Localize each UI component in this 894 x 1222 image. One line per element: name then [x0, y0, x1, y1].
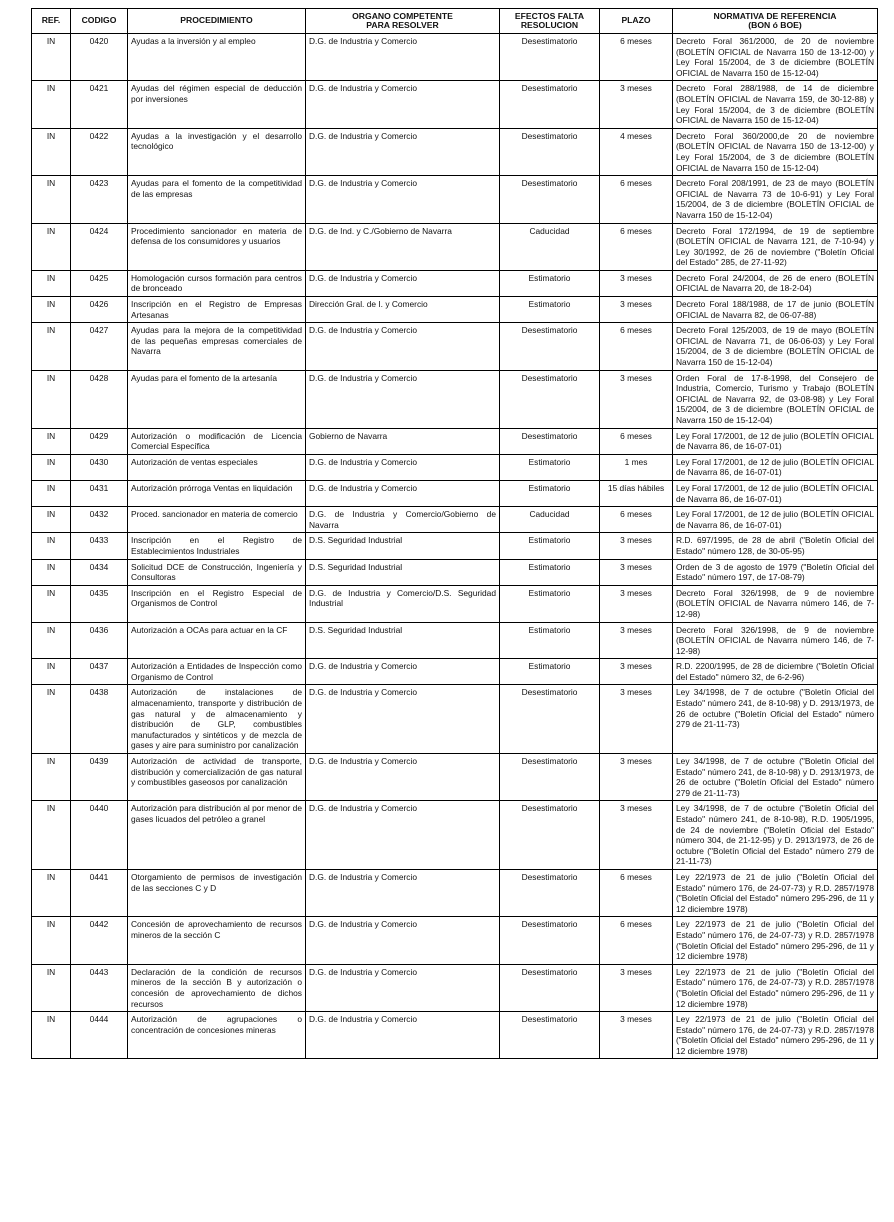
cell-procedimiento: Autorización prórroga Ventas en liquidación: [128, 480, 306, 506]
table-row: [32, 869, 878, 916]
cell-efectos: Desestimatorio: [500, 176, 600, 223]
cell-ref: IN: [32, 428, 71, 454]
cell-plazo: 6 meses: [600, 869, 673, 916]
cell-plazo: 6 meses: [600, 34, 673, 81]
cell-efectos: Estimatorio: [500, 659, 600, 685]
cell-normativa: Ley Foral 17/2001, de 12 de julio (BOLETÍN OFICIAL de Navarra 86, de 16-07-01): [673, 480, 878, 506]
cell-plazo: 3 meses: [600, 685, 673, 754]
cell-codigo: 0438: [71, 685, 128, 754]
header-organo-line2: PARA RESOLVER: [366, 20, 439, 30]
cell-codigo: 0443: [71, 964, 128, 1011]
cell-codigo: 0427: [71, 323, 128, 370]
header-efectos: [500, 9, 600, 34]
cell-ref: IN: [32, 659, 71, 685]
cell-normativa: Ley 22/1973 de 21 de julio ("Boletín Oficial del Estado" número 176, de 24-07-73) y R.D. 2857/1978 ("Boletín Oficial del Estado" número 295-296, de 11 y 12 diciembre 1978): [673, 964, 878, 1011]
cell-plazo: 3 meses: [600, 297, 673, 323]
cell-normativa: Ley 22/1973 de 21 de julio ("Boletín Oficial del Estado" número 176, de 24-07-73) y R.D. 2857/1978 ("Boletín Oficial del Estado" número 295-296, de 11 y 12 diciembre 1978): [673, 869, 878, 916]
cell-plazo: 3 meses: [600, 964, 673, 1011]
header-efectos-line1: EFECTOS FALTA: [514, 10, 585, 21]
table-row: [32, 297, 878, 323]
cell-codigo: 0423: [71, 176, 128, 223]
cell-plazo: 3 meses: [600, 754, 673, 801]
cell-plazo: 6 meses: [600, 917, 673, 964]
table-row: [32, 622, 878, 659]
cell-ref: IN: [32, 585, 71, 622]
header-normativa: [673, 9, 878, 34]
cell-efectos: Desestimatorio: [500, 323, 600, 370]
procedures-document: [31, 8, 878, 1059]
table-row: [32, 480, 878, 506]
cell-codigo: 0429: [71, 428, 128, 454]
header-normativa-line1: NORMATIVA DE REFERENCIA: [713, 10, 837, 21]
cell-procedimiento: Autorización a Entidades de Inspección como Organismo de Control: [128, 659, 306, 685]
table-row: [32, 428, 878, 454]
table-row: [32, 585, 878, 622]
cell-ref: IN: [32, 685, 71, 754]
cell-efectos: Desestimatorio: [500, 370, 600, 428]
cell-normativa: R.D. 2200/1995, de 28 de diciembre ("Boletín Oficial del Estado" número 32, de 6-2-96): [673, 659, 878, 685]
cell-normativa: Decreto Foral 125/2003, de 19 de mayo (BOLETÍN OFICIAL de Navarra 71, de 06-06-03) y Ley Foral 15/2004, de 3 de diciembre (BOLETÍN OFICIAL de Navarra 150 de 15-12-04): [673, 323, 878, 370]
cell-procedimiento: Proced. sancionador en materia de comercio: [128, 507, 306, 533]
header-normativa-line2: (BON ó BOE): [748, 20, 802, 30]
cell-ref: IN: [32, 81, 71, 128]
cell-codigo: 0442: [71, 917, 128, 964]
table-row: [32, 964, 878, 1011]
cell-organo: D.G. de Industria y Comercio: [306, 323, 500, 370]
cell-procedimiento: Autorización para distribución al por menor de gases licuados del petróleo a granel: [128, 801, 306, 870]
cell-efectos: Desestimatorio: [500, 964, 600, 1011]
cell-organo: D.G. de Industria y Comercio: [306, 81, 500, 128]
cell-normativa: Decreto Foral 24/2004, de 26 de enero (BOLETÍN OFICIAL de Navarra 20, de 18-2-04): [673, 270, 878, 296]
cell-plazo: 6 meses: [600, 176, 673, 223]
cell-codigo: 0420: [71, 34, 128, 81]
header-organo-line1: ORGANO COMPETENTE: [352, 10, 453, 21]
header-ref: REF.: [32, 9, 71, 34]
cell-normativa: Decreto Foral 326/1998, de 9 de noviembre (BOLETÍN OFICIAL de Navarra número 146, de 7-12-98): [673, 585, 878, 622]
table-row: [32, 659, 878, 685]
cell-ref: IN: [32, 1012, 71, 1059]
cell-organo: D.G. de Industria y Comercio: [306, 964, 500, 1011]
cell-organo: D.G. de Industria y Comercio/Gobierno de Navarra: [306, 507, 500, 533]
cell-efectos: Desestimatorio: [500, 754, 600, 801]
cell-organo: D.G. de Industria y Comercio: [306, 917, 500, 964]
cell-procedimiento: Procedimiento sancionador en materia de defensa de los consumidores y usuarios: [128, 223, 306, 270]
cell-plazo: 3 meses: [600, 585, 673, 622]
cell-codigo: 0435: [71, 585, 128, 622]
cell-normativa: Decreto Foral 188/1988, de 17 de junio (BOLETÍN OFICIAL de Navarra 82, de 06-07-88): [673, 297, 878, 323]
cell-efectos: Estimatorio: [500, 454, 600, 480]
table-row: [32, 685, 878, 754]
cell-efectos: Desestimatorio: [500, 801, 600, 870]
cell-codigo: 0441: [71, 869, 128, 916]
cell-normativa: Decreto Foral 288/1988, de 14 de diciembre (BOLETÍN OFICIAL de Navarra 159, de 30-12-88) y Ley Foral 15/2004, de 3 de diciembre (BOLETÍN OFICIAL de Navarra 150 de 15-12-04): [673, 81, 878, 128]
cell-efectos: Desestimatorio: [500, 81, 600, 128]
cell-efectos: Desestimatorio: [500, 869, 600, 916]
cell-plazo: 3 meses: [600, 370, 673, 428]
cell-plazo: 3 meses: [600, 270, 673, 296]
cell-normativa: Ley 34/1998, de 7 de octubre ("Boletín Oficial del Estado" número 241, de 8-10-98), R.D. 1905/1995, de 24 de noviembre ("Boletín Oficial del Estado" número 304, de 21-12-95) y D. 2913/1973, de 26 de octubre ("Boletín Oficial del Estado" número 279 de 21-11-73): [673, 801, 878, 870]
table-row: [32, 323, 878, 370]
cell-codigo: 0439: [71, 754, 128, 801]
cell-normativa: Orden de 3 de agosto de 1979 ("Boletín Oficial del Estado" número 197, de 17-08-79): [673, 559, 878, 585]
cell-procedimiento: Declaración de la condición de recursos mineros de la sección B y autorización o concesión de aprovechamiento de dichos recursos: [128, 964, 306, 1011]
table-row: [32, 176, 878, 223]
cell-organo: D.G. de Industria y Comercio: [306, 659, 500, 685]
cell-codigo: 0444: [71, 1012, 128, 1059]
cell-organo: D.G. de Industria y Comercio: [306, 754, 500, 801]
table-row: [32, 801, 878, 870]
cell-organo: D.G. de Industria y Comercio: [306, 685, 500, 754]
cell-efectos: Estimatorio: [500, 559, 600, 585]
cell-ref: IN: [32, 176, 71, 223]
cell-procedimiento: Inscripción en el Registro Especial de Organismos de Control: [128, 585, 306, 622]
cell-procedimiento: Ayudas para el fomento de la competitividad de las empresas: [128, 176, 306, 223]
cell-codigo: 0425: [71, 270, 128, 296]
cell-organo: D.G. de Industria y Comercio: [306, 270, 500, 296]
cell-ref: IN: [32, 754, 71, 801]
cell-procedimiento: Autorización de instalaciones de almacenamiento, transporte y distribución de gas natural y de almacenamiento y distribución de GLP, combustibles manufacturados y sintéticos y de mezcla de gases y aire para suministro por canalización: [128, 685, 306, 754]
cell-procedimiento: Inscripción en el Registro de Establecimientos Industriales: [128, 533, 306, 559]
header-efectos-line2: RESOLUCION: [520, 20, 579, 30]
cell-procedimiento: Concesión de aprovechamiento de recursos mineros de la sección C: [128, 917, 306, 964]
table-row: [32, 370, 878, 428]
cell-codigo: 0428: [71, 370, 128, 428]
cell-normativa: Ley 22/1973 de 21 de julio ("Boletín Oficial del Estado" número 176, de 24-07-73) y R.D. 2857/1978 ("Boletín Oficial del Estado" número 295-296, de 11 y 12 diciembre 1978): [673, 917, 878, 964]
cell-procedimiento: Ayudas a la inversión y al empleo: [128, 34, 306, 81]
cell-efectos: Estimatorio: [500, 585, 600, 622]
cell-organo: D.G. de Industria y Comercio: [306, 454, 500, 480]
header-procedimiento: PROCEDIMIENTO: [128, 9, 306, 34]
cell-plazo: 3 meses: [600, 533, 673, 559]
cell-normativa: Ley 34/1998, de 7 de octubre ("Boletín Oficial del Estado" número 241, de 8-10-98) y D. 2913/1973, de 26 de octubre ("Boletín Oficial del Estado" número 279 de 21-11-73): [673, 685, 878, 754]
cell-codigo: 0422: [71, 128, 128, 175]
cell-plazo: 3 meses: [600, 659, 673, 685]
cell-codigo: 0434: [71, 559, 128, 585]
cell-ref: IN: [32, 559, 71, 585]
cell-efectos: Estimatorio: [500, 533, 600, 559]
cell-ref: IN: [32, 270, 71, 296]
table-row: [32, 223, 878, 270]
cell-procedimiento: Autorización o modificación de Licencia Comercial Específica: [128, 428, 306, 454]
table-row: [32, 559, 878, 585]
table-row: [32, 754, 878, 801]
cell-organo: D.G. de Industria y Comercio: [306, 34, 500, 81]
procedures-table: [31, 8, 878, 1059]
cell-procedimiento: Solicitud DCE de Construcción, Ingeniería y Consultoras: [128, 559, 306, 585]
cell-codigo: 0431: [71, 480, 128, 506]
cell-procedimiento: Autorización de agrupaciones o concentración de concesiones mineras: [128, 1012, 306, 1059]
cell-efectos: Desestimatorio: [500, 34, 600, 81]
table-row: [32, 270, 878, 296]
cell-ref: IN: [32, 480, 71, 506]
cell-organo: D.S. Seguridad Industrial: [306, 622, 500, 659]
cell-ref: IN: [32, 454, 71, 480]
table-row: [32, 1012, 878, 1059]
cell-normativa: Orden Foral de 17-8-1998, del Consejero de Industria, Comercio, Turismo y Trabajo (BOLETÍN OFICIAL de Navarra 92, de 03-08-98) y Ley Foral 15/2004, de 3 de diciembre (BOLETÍN OFICIAL de Navarra 150 de 15-12-04): [673, 370, 878, 428]
cell-plazo: 6 meses: [600, 323, 673, 370]
cell-ref: IN: [32, 34, 71, 81]
cell-plazo: 6 meses: [600, 428, 673, 454]
cell-organo: D.G. de Industria y Comercio: [306, 869, 500, 916]
cell-normativa: Ley Foral 17/2001, de 12 de julio (BOLETÍN OFICIAL de Navarra 86, de 16-07-01): [673, 454, 878, 480]
cell-organo: D.G. de Industria y Comercio: [306, 370, 500, 428]
cell-ref: IN: [32, 964, 71, 1011]
cell-procedimiento: Ayudas del régimen especial de deducción por inversiones: [128, 81, 306, 128]
table-row: [32, 507, 878, 533]
cell-procedimiento: Inscripción en el Registro de Empresas Artesanas: [128, 297, 306, 323]
cell-organo: D.G. de Industria y Comercio: [306, 1012, 500, 1059]
header-plazo: PLAZO: [600, 9, 673, 34]
cell-ref: IN: [32, 297, 71, 323]
cell-ref: IN: [32, 801, 71, 870]
cell-plazo: 6 meses: [600, 507, 673, 533]
cell-plazo: 1 mes: [600, 454, 673, 480]
cell-efectos: Estimatorio: [500, 480, 600, 506]
cell-normativa: Ley 34/1998, de 7 de octubre ("Boletín Oficial del Estado" número 241, de 8-10-98) y D. 2913/1973, de 26 de octubre ("Boletín Oficial del Estado" número 279 de 21-11-73): [673, 754, 878, 801]
cell-efectos: Desestimatorio: [500, 128, 600, 175]
cell-codigo: 0433: [71, 533, 128, 559]
cell-ref: IN: [32, 917, 71, 964]
table-row: [32, 81, 878, 128]
cell-efectos: Desestimatorio: [500, 917, 600, 964]
cell-plazo: 6 meses: [600, 223, 673, 270]
cell-procedimiento: Autorización de actividad de transporte, distribución y comercialización de gas natural y combustibles gaseosos por canalización: [128, 754, 306, 801]
table-row: [32, 128, 878, 175]
cell-organo: D.G. de Industria y Comercio: [306, 176, 500, 223]
cell-plazo: 15 días hábiles: [600, 480, 673, 506]
cell-organo: D.G. de Industria y Comercio: [306, 480, 500, 506]
cell-codigo: 0432: [71, 507, 128, 533]
table-row: [32, 454, 878, 480]
cell-normativa: Decreto Foral 208/1991, de 23 de mayo (BOLETÍN OFICIAL de Navarra 73 de 10-6-91) y Ley Foral 15/2004, de 3 de diciembre (BOLETÍN OFICIAL de Navarra 150 de 15-12-04): [673, 176, 878, 223]
cell-organo: D.G. de Industria y Comercio/D.S. Seguridad Industrial: [306, 585, 500, 622]
cell-normativa: Ley 22/1973 de 21 de julio ("Boletín Oficial del Estado" número 176, de 24-07-73) y R.D. 2857/1978 ("Boletín Oficial del Estado" número 295-296, de 11 y 12 diciembre 1978): [673, 1012, 878, 1059]
cell-ref: IN: [32, 533, 71, 559]
table-row: [32, 917, 878, 964]
cell-plazo: 4 meses: [600, 128, 673, 175]
table-row: [32, 34, 878, 81]
cell-normativa: Decreto Foral 361/2000, de 20 de noviembre (BOLETÍN OFICIAL de Navarra 150 de 13-12-00) y Ley Foral 15/2004, de 3 de diciembre (BOLETÍN OFICIAL de Navarra 150 de 15-12-04): [673, 34, 878, 81]
cell-codigo: 0430: [71, 454, 128, 480]
cell-organo: D.S. Seguridad Industrial: [306, 559, 500, 585]
cell-efectos: Caducidad: [500, 223, 600, 270]
table-row: [32, 533, 878, 559]
cell-normativa: R.D. 697/1995, de 28 de abril ("Boletín Oficial del Estado" número 128, de 30-05-95): [673, 533, 878, 559]
cell-codigo: 0437: [71, 659, 128, 685]
cell-organo: Dirección Gral. de I. y Comercio: [306, 297, 500, 323]
cell-ref: IN: [32, 370, 71, 428]
cell-organo: Gobierno de Navarra: [306, 428, 500, 454]
table-body: [32, 34, 878, 1059]
cell-plazo: 3 meses: [600, 559, 673, 585]
cell-plazo: 3 meses: [600, 1012, 673, 1059]
cell-normativa: Ley Foral 17/2001, de 12 de julio (BOLETÍN OFICIAL de Navarra 86, de 16-07-01): [673, 507, 878, 533]
cell-organo: D.S. Seguridad Industrial: [306, 533, 500, 559]
cell-ref: IN: [32, 869, 71, 916]
cell-normativa: Ley Foral 17/2001, de 12 de julio (BOLETÍN OFICIAL de Navarra 86, de 16-07-01): [673, 428, 878, 454]
cell-procedimiento: Ayudas para el fomento de la artesanía: [128, 370, 306, 428]
cell-normativa: Decreto Foral 172/1994, de 19 de septiembre (BOLETÍN OFICIAL de Navarra 121, de 7-10-94) y Ley 30/1992, de 26 de noviembre ("Boletín Oficial del Estado" 285, de 27-11-92): [673, 223, 878, 270]
cell-plazo: 3 meses: [600, 801, 673, 870]
cell-efectos: Desestimatorio: [500, 685, 600, 754]
header-organo: [306, 9, 500, 34]
cell-plazo: 3 meses: [600, 81, 673, 128]
cell-ref: IN: [32, 622, 71, 659]
cell-ref: IN: [32, 128, 71, 175]
cell-procedimiento: Ayudas para la mejora de la competitividad de las pequeñas empresas comerciales de Navarra: [128, 323, 306, 370]
cell-procedimiento: Autorización a OCAs para actuar en la CF: [128, 622, 306, 659]
header-codigo: CODIGO: [71, 9, 128, 34]
cell-codigo: 0421: [71, 81, 128, 128]
cell-plazo: 3 meses: [600, 622, 673, 659]
cell-efectos: Desestimatorio: [500, 1012, 600, 1059]
cell-ref: IN: [32, 507, 71, 533]
cell-procedimiento: Homologación cursos formación para centros de bronceado: [128, 270, 306, 296]
cell-organo: D.G. de Ind. y C./Gobierno de Navarra: [306, 223, 500, 270]
cell-efectos: Desestimatorio: [500, 428, 600, 454]
cell-efectos: Caducidad: [500, 507, 600, 533]
cell-procedimiento: Otorgamiento de permisos de investigación de las secciones C y D: [128, 869, 306, 916]
cell-normativa: Decreto Foral 360/2000,de 20 de noviembre (BOLETÍN OFICIAL de Navarra 150 de 13-12-00) y Ley Foral 15/2004, de 3 de diciembre (BOLETÍN OFICIAL de Navarra 150 de 15-12-04): [673, 128, 878, 175]
cell-organo: D.G. de Industria y Comercio: [306, 801, 500, 870]
cell-ref: IN: [32, 223, 71, 270]
cell-codigo: 0436: [71, 622, 128, 659]
cell-procedimiento: Ayudas a la investigación y el desarrollo tecnológico: [128, 128, 306, 175]
cell-efectos: Estimatorio: [500, 270, 600, 296]
cell-codigo: 0440: [71, 801, 128, 870]
cell-efectos: Estimatorio: [500, 297, 600, 323]
cell-procedimiento: Autorización de ventas especiales: [128, 454, 306, 480]
cell-codigo: 0424: [71, 223, 128, 270]
cell-organo: D.G. de Industria y Comercio: [306, 128, 500, 175]
cell-codigo: 0426: [71, 297, 128, 323]
table-header-row: [32, 9, 878, 34]
cell-normativa: Decreto Foral 326/1998, de 9 de noviembre (BOLETÍN OFICIAL de Navarra número 146, de 7-12-98): [673, 622, 878, 659]
cell-ref: IN: [32, 323, 71, 370]
cell-efectos: Estimatorio: [500, 622, 600, 659]
